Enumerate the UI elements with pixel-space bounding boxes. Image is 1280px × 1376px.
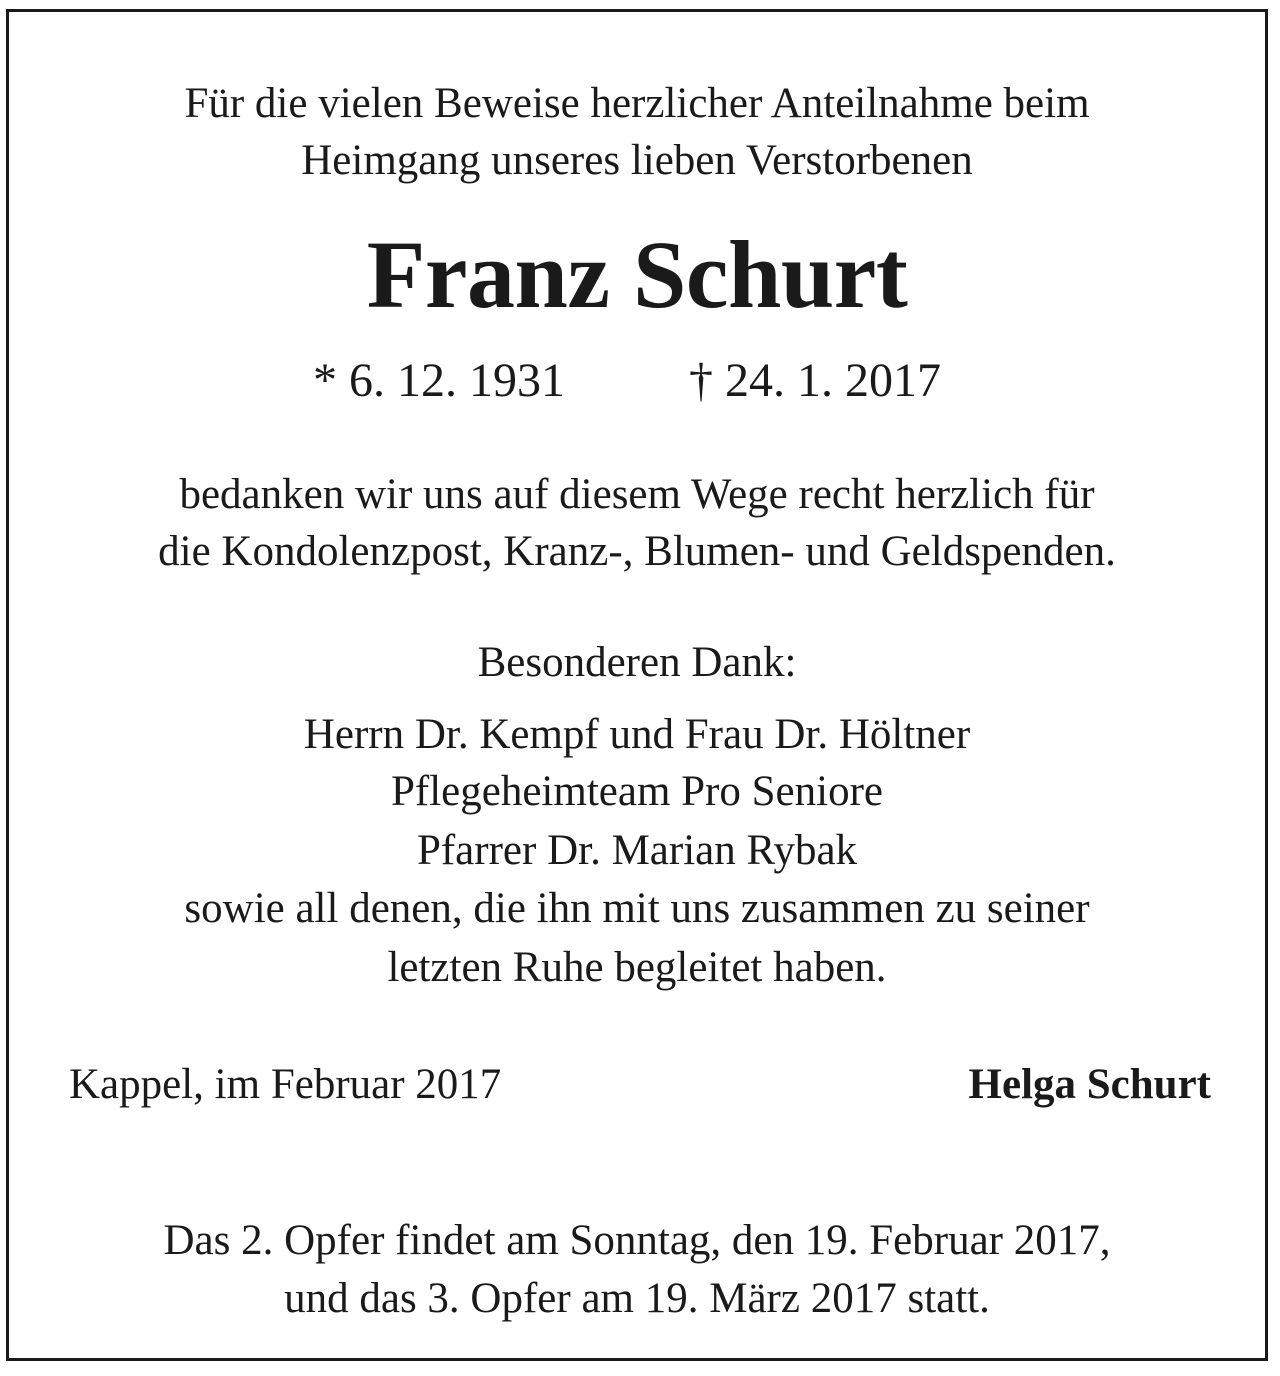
special-thanks-item: letzten Ruhe begleitet haben. (387, 944, 887, 991)
signer-name: Helga Schurt (968, 1061, 1211, 1108)
intro-line-2: Heimgang unseres lieben Verstorbenen (301, 137, 973, 184)
birth-date: * 6. 12. 1931 (313, 354, 565, 407)
footer-line-1: Das 2. Opfer findet am Sonntag, den 19. Februar 2017, (163, 1217, 1111, 1264)
death-date: † 24. 1. 2017 (689, 354, 941, 407)
special-thanks-heading: Besonderen Dank: (477, 639, 797, 686)
deceased-name: Franz Schurt (366, 221, 908, 328)
special-thanks-item: Pflegeheimteam Pro Seniore (391, 768, 883, 815)
thanks-line-2: die Kondolenzpost, Kranz-, Blumen- und Geldspenden. (158, 528, 1116, 575)
life-dates (9, 351, 1265, 411)
special-thanks-item: sowie all denen, die ihn mit uns zusammen zu seiner (184, 885, 1090, 932)
special-thanks-item: Pfarrer Dr. Marian Rybak (416, 827, 858, 874)
intro-line-1: Für die vielen Beweise herzlicher Anteilnahme beim (184, 80, 1090, 127)
thanks-line-1: bedanken wir uns auf diesem Wege recht herzlich für (179, 471, 1095, 518)
special-thanks-item: Herrn Dr. Kempf und Frau Dr. Höltner (303, 711, 971, 758)
footer-line-2: und das 3. Opfer am 19. März 2017 statt. (284, 1275, 990, 1322)
place-and-date: Kappel, im Februar 2017 (69, 1061, 502, 1108)
obituary-thank-you-notice (6, 9, 1268, 1361)
